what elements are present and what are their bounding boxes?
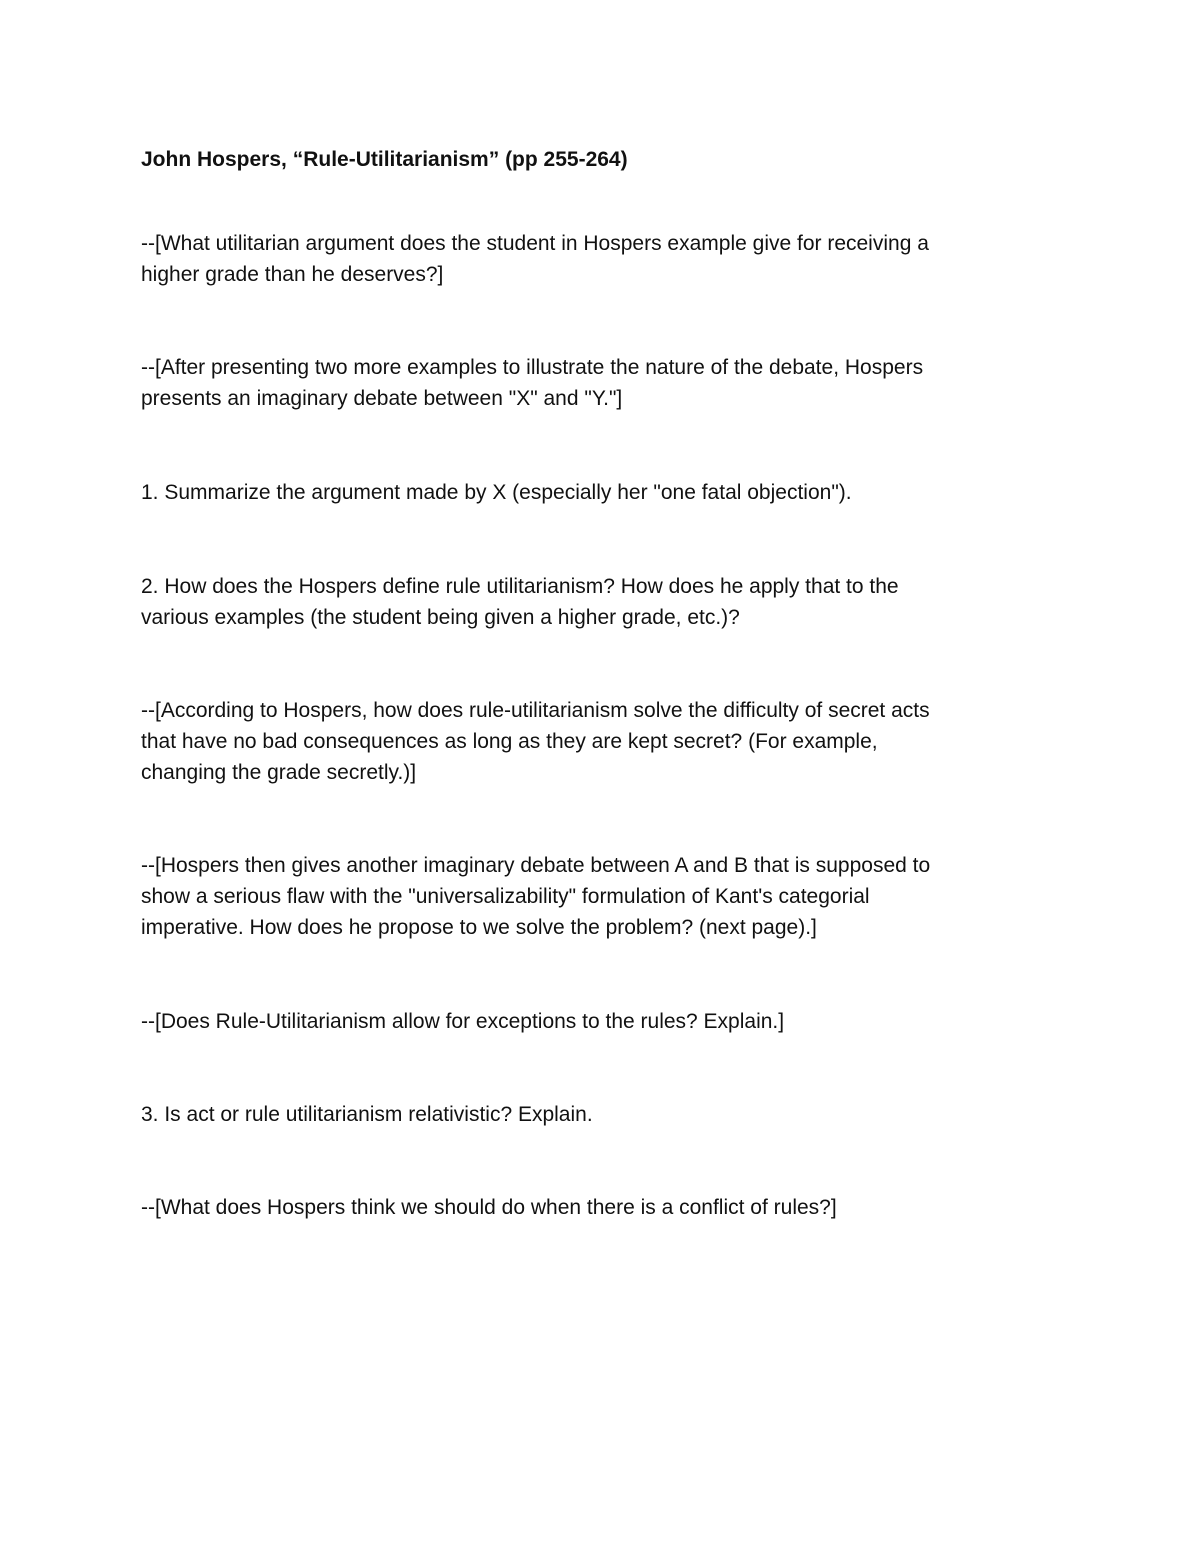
question-paragraph [141, 228, 1041, 290]
question-paragraph [141, 1192, 1041, 1223]
paragraph-line: higher grade than he deserves?] [141, 263, 444, 286]
document-title: John Hospers, “Rule-Utilitarianism” (pp 255-264) [141, 148, 628, 171]
paragraph-line: 3. Is act or rule utilitarianism relativistic? Explain. [141, 1103, 593, 1126]
paragraph-line: --[Hospers then gives another imaginary debate between A and B that is supposed to [141, 854, 931, 877]
paragraph-line: show a serious flaw with the "universalizability" formulation of Kant's categorial [141, 885, 870, 908]
question-paragraph [141, 477, 1041, 508]
paragraph-line: --[What utilitarian argument does the student in Hospers example give for receiving a [141, 232, 929, 255]
paragraph-line: 1. Summarize the argument made by X (especially her "one fatal objection"). [141, 481, 852, 504]
paragraph-line: --[According to Hospers, how does rule-utilitarianism solve the difficulty of secret acts [141, 699, 930, 722]
question-paragraph [141, 1006, 1041, 1037]
question-paragraph [141, 352, 1041, 414]
paragraph-line: imperative. How does he propose to we solve the problem? (next page).] [141, 916, 817, 939]
paragraph-line: --[What does Hospers think we should do when there is a conflict of rules?] [141, 1196, 837, 1219]
paragraph-line: changing the grade secretly.)] [141, 761, 417, 784]
question-paragraph [141, 1099, 1041, 1130]
paragraph-line: various examples (the student being given a higher grade, etc.)? [141, 606, 740, 629]
question-paragraph [141, 571, 1041, 633]
paragraph-line: 2. How does the Hospers define rule utilitarianism? How does he apply that to the [141, 575, 899, 598]
paragraph-line: presents an imaginary debate between "X" and "Y."] [141, 387, 623, 410]
question-paragraph [141, 850, 1041, 943]
paragraph-line: --[Does Rule-Utilitarianism allow for exceptions to the rules? Explain.] [141, 1010, 785, 1033]
paragraph-line: --[After presenting two more examples to illustrate the nature of the debate, Hospers [141, 356, 924, 379]
question-paragraph [141, 695, 1041, 788]
paragraph-line: that have no bad consequences as long as they are kept secret? (For example, [141, 730, 878, 753]
